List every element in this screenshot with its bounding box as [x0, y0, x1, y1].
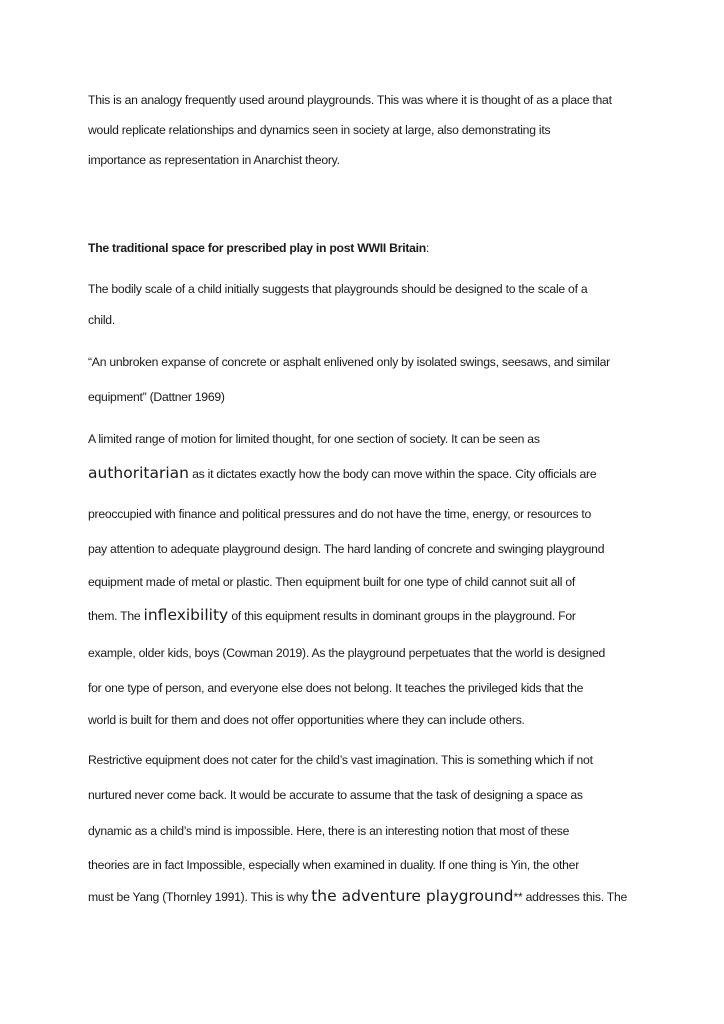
paragraph-4-line-5-rest: ** addresses this. The	[513, 890, 628, 904]
paragraph-3-line-6-rest: of this equipment results in dominant groups in the playground. For	[228, 609, 576, 623]
paragraph-3-line-4: pay attention to adequate playground design. The hard landing of concrete and swinging playground	[88, 542, 605, 556]
paragraph-3-line-2-text: as it dictates exactly how the body can move within the space. City officials are	[188, 467, 597, 481]
paragraph-1-line-2: would replicate relationships and dynamics seen in society at large, also demonstrating its	[88, 123, 551, 137]
paragraph-4-line-5-pre: must be Yang (Thornley 1991). This is why	[88, 890, 312, 904]
paragraph-4-line-4: theories are in fact Impossible, especially when examined in duality. If one thing is Yin, the other	[88, 858, 579, 872]
paragraph-3-line-1: A limited range of motion for limited thought, for one section of society. It can be seen as	[88, 432, 540, 446]
quote-line-2: equipment” (Dattner 1969)	[88, 390, 225, 404]
paragraph-3-line-2	[88, 465, 596, 482]
quote-line-1: “An unbroken expanse of concrete or asphalt enlivened only by isolated swings, seesaws, and similar	[88, 355, 610, 369]
emphasis-adventure-playground: the adventure playground	[311, 887, 514, 905]
paragraph-3-line-3: preoccupied with finance and political pressures and do not have the time, energy, or resources to	[88, 507, 592, 521]
paragraph-3-line-7: example, older kids, boys (Cowman 2019). As the playground perpetuates that the world is designed	[88, 646, 606, 660]
paragraph-3-line-5: equipment made of metal or plastic. Then equipment built for one type of child cannot suit all of	[88, 575, 576, 589]
paragraph-2-line-1: The bodily scale of a child initially suggests that playgrounds should be designed to the scale of a	[88, 282, 588, 296]
paragraph-1-line-1: This is an analogy frequently used around playgrounds. This was where it is thought of as a place that	[88, 93, 612, 107]
paragraph-3-line-6	[88, 607, 576, 624]
paragraph-4-line-2: nurtured never come back. It would be accurate to assume that the task of designing a space as	[88, 788, 583, 802]
paragraph-3-line-6-pre: them. The	[88, 609, 144, 623]
heading-text: The traditional space for prescribed play in post WWII Britain	[88, 241, 426, 255]
emphasis-inflexibility: inflexibility	[143, 606, 229, 624]
heading-colon: :	[426, 241, 430, 255]
paragraph-1-line-3: importance as representation in Anarchist theory.	[88, 153, 340, 167]
paragraph-4-line-5	[88, 888, 627, 905]
paragraph-4-line-1: Restrictive equipment does not cater for the child’s vast imagination. This is something which if not	[88, 753, 593, 767]
paragraph-3-line-9: world is built for them and does not offer opportunities where they can include others.	[88, 713, 525, 727]
paragraph-4-line-3: dynamic as a child’s mind is impossible. Here, there is an interesting notion that most of these	[88, 824, 570, 838]
paragraph-3-line-8: for one type of person, and everyone else does not belong. It teaches the privileged kids that the	[88, 681, 584, 695]
section-heading	[88, 240, 429, 256]
emphasis-authoritarian: authoritarian	[88, 464, 189, 482]
paragraph-2-line-2: child.	[88, 313, 115, 327]
